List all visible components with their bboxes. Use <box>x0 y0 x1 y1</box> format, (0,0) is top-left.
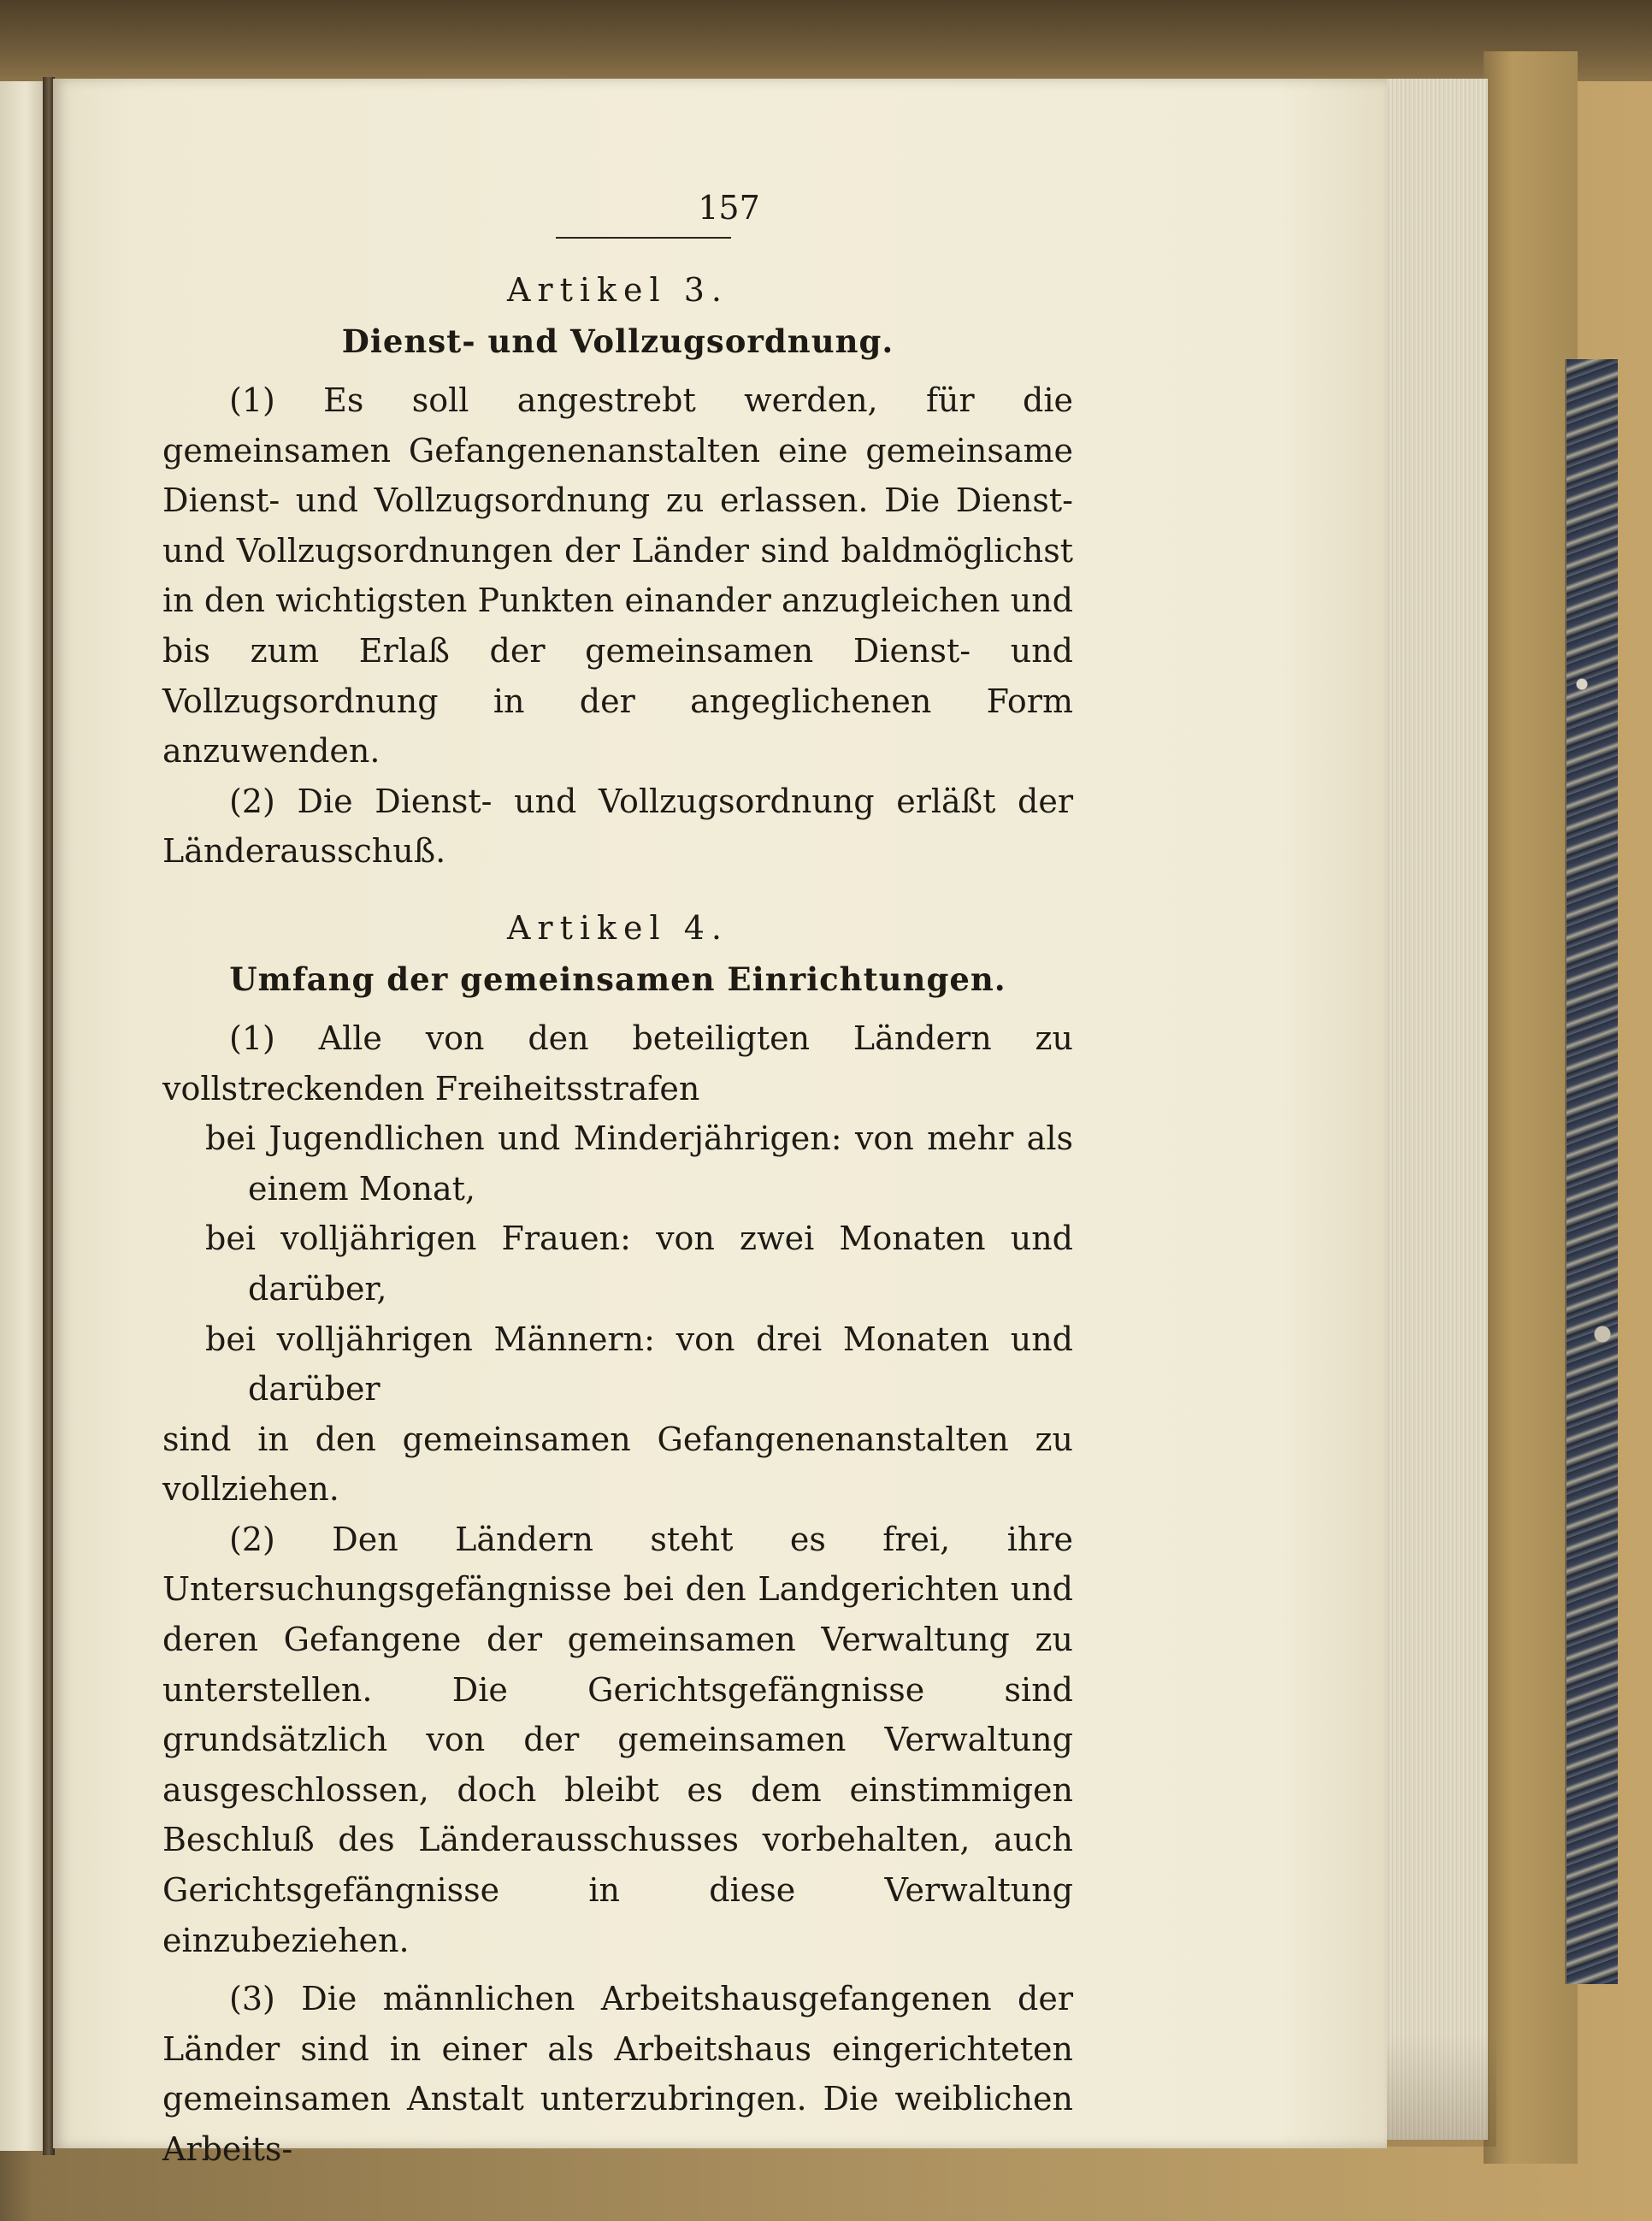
article-title: Artikel 4. <box>506 908 729 947</box>
paragraph: sind in den gemeinsamen Gefangenenanstalten zu vollziehen. <box>162 1420 1073 1509</box>
paragraph: (2) Die Dienst- und Vollzugsordnung erläßt der Länderausschuß. <box>162 782 1073 871</box>
article-title: Artikel 3. <box>506 271 729 309</box>
left-page-edge <box>0 81 44 2151</box>
paragraph: (1) Alle von den beteiligten Ländern zu vollstreckenden Freiheitsstrafen <box>162 1019 1073 1108</box>
header-rule <box>556 237 731 239</box>
paragraph: (2) Den Ländern steht es frei, ihre Untersuchungsgefängnisse bei den Landgerichten und deren Gefangene der gemeinsamen Verwaltung zu unterstellen. Die Gerichtsgefängnisse sind grundsätzlich von der gemeinsamen Verwaltung ausgeschlossen, doch bleibt es dem einstimmigen Beschluß des Länderausschusses vorbehalten, auch Gerichtsgefängnisse in diese Verwaltung einzubeziehen. <box>162 1520 1073 1959</box>
book-cover-edge <box>1484 51 1578 2164</box>
article-heading: Dienst- und Vollzugsordnung. <box>341 322 894 360</box>
top-shadow <box>0 0 1652 81</box>
page-edges-shadow <box>1385 2035 1496 2147</box>
page-edges <box>1385 79 1488 2140</box>
list-item: bei Jugendlichen und Minderjährigen: von mehr als einem Monat, <box>205 1119 1073 1208</box>
paragraph: (3) Die männlichen Arbeitshausgefangenen der Länder sind in einer als Arbeitshaus eingerichteten gemeinsamen Anstalt unterzubringen. Die weiblichen Arbeits- <box>162 1980 1073 2168</box>
list-item: bei volljährigen Frauen: von zwei Monaten und darüber, <box>205 1220 1073 1308</box>
marbled-cover <box>1565 359 1618 1984</box>
page-number: 157 <box>698 189 760 227</box>
list-item: bei volljährigen Männern: von drei Monaten und darüber <box>205 1320 1073 1409</box>
article-heading: Umfang der gemeinsamen Einrichtungen. <box>229 960 1006 998</box>
page-text <box>162 184 1073 2175</box>
paragraph: (1) Es soll angestrebt werden, für die gemeinsamen Gefangenenanstalten eine gemeinsame Dienst- und Vollzugsordnung zu erlassen. Die Dienst- und Vollzugsordnungen der Länder sind baldmöglichst in den wichtigsten Punkten einander anzugleichen und bis zum Erlaß der gemeinsamen Dienst- und Vollzugsordnung in der angeglichenen Form anzuwenden. <box>162 381 1073 771</box>
